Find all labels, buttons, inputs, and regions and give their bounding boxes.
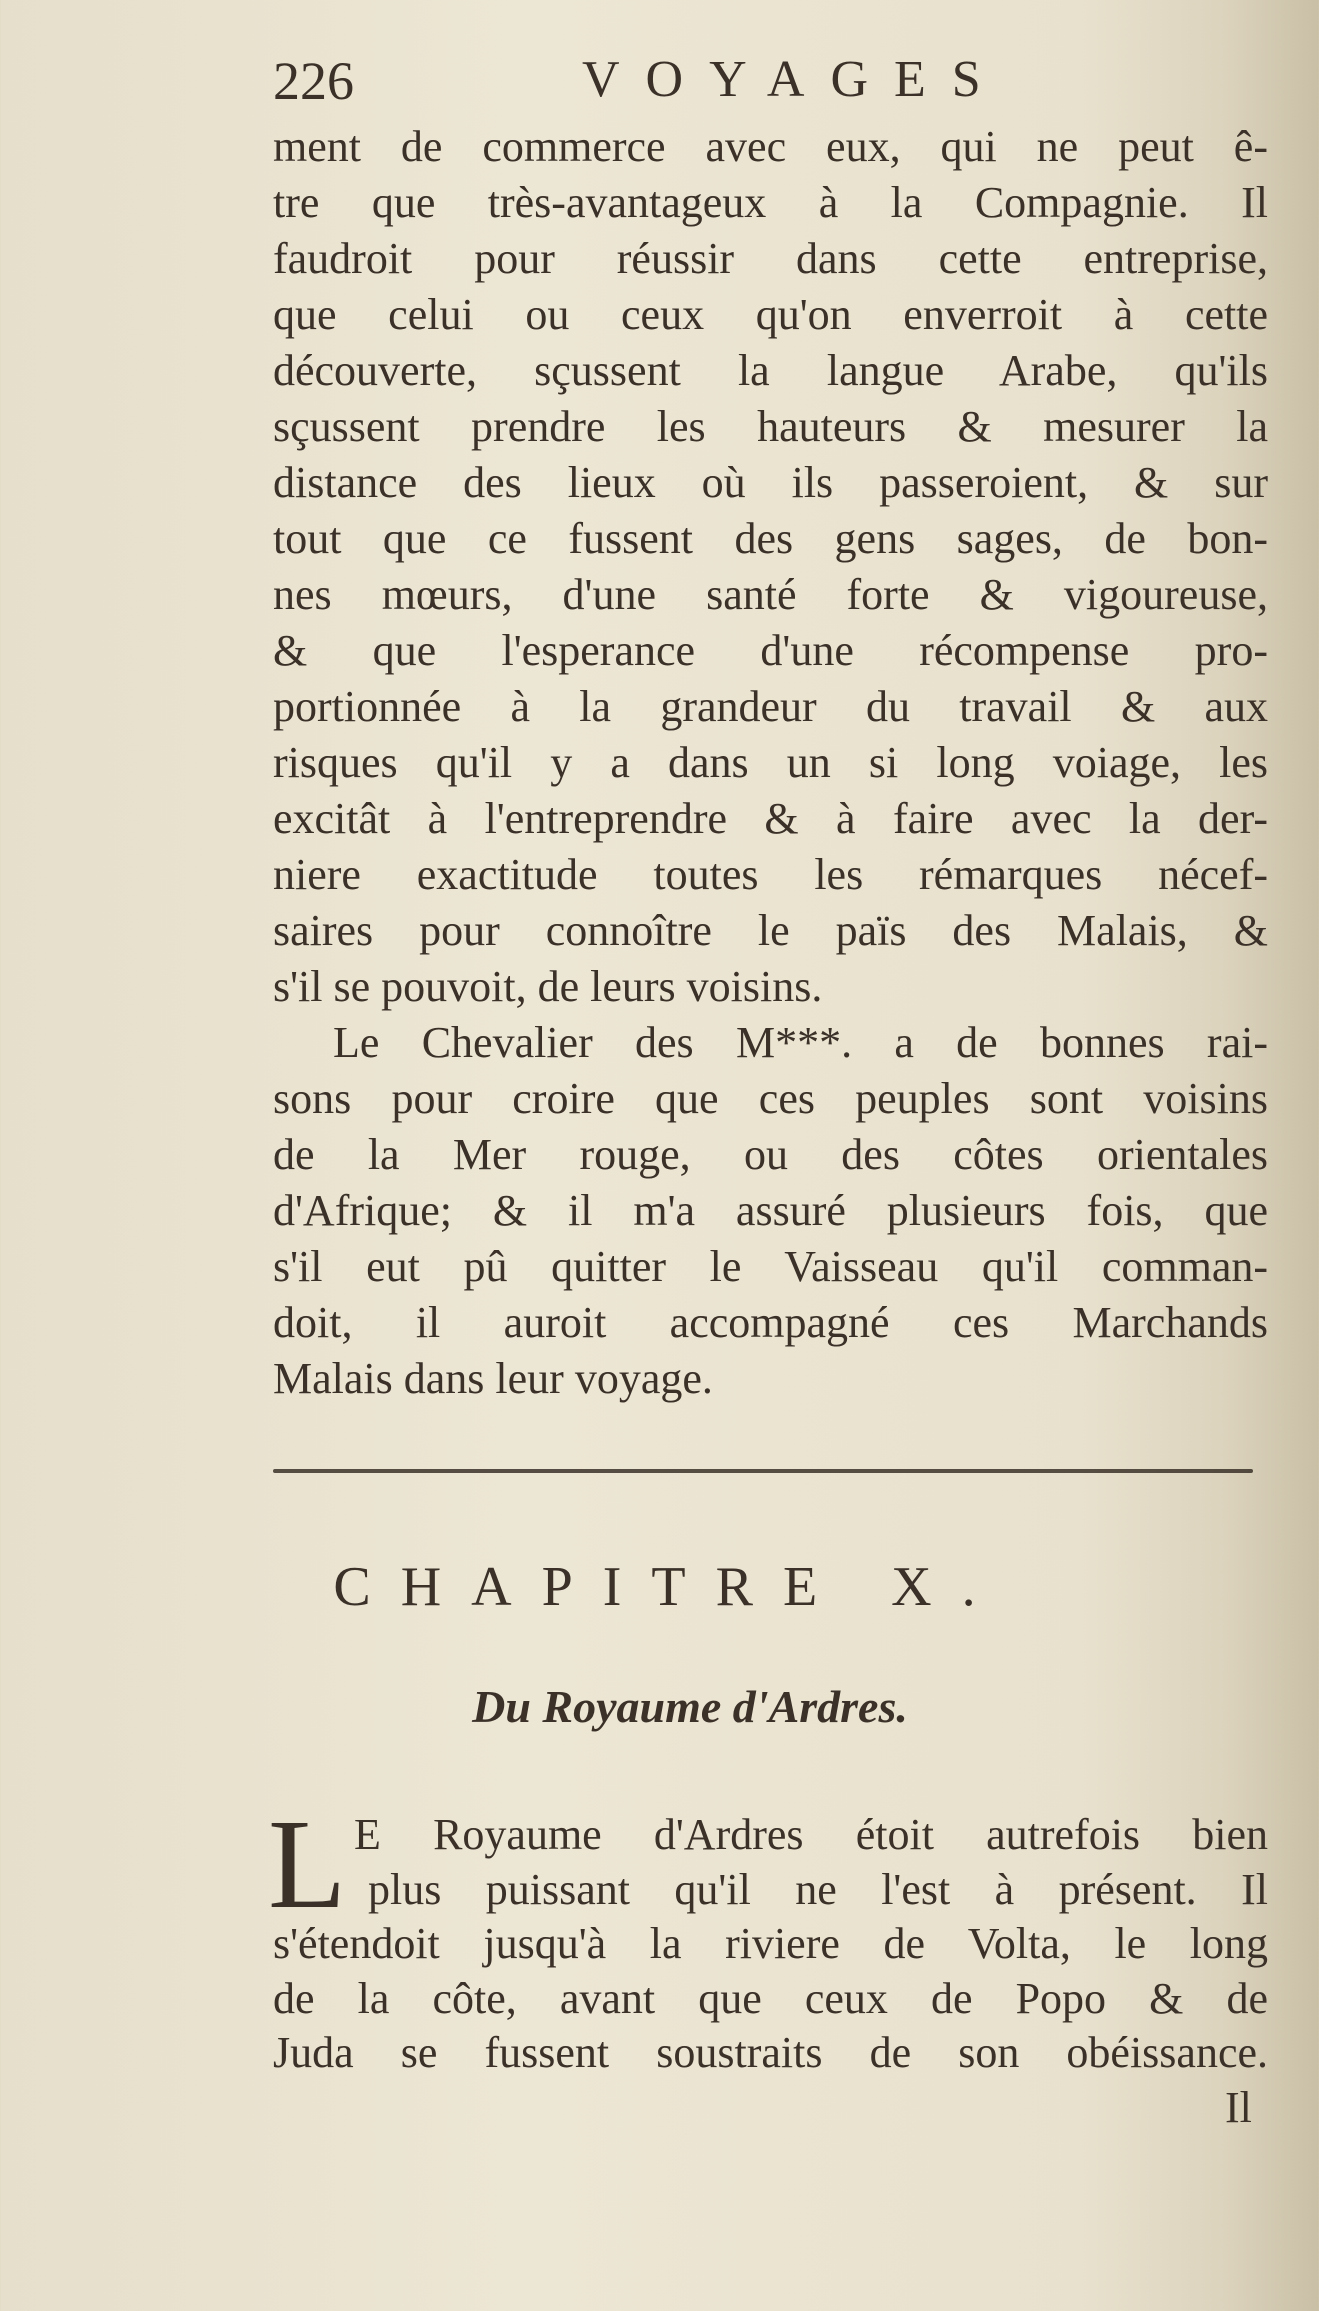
page-number: 226 — [273, 51, 354, 111]
text-line: sons pour croire que ces peuples sont voisins — [273, 1074, 1268, 1123]
text-line: E Royaume d'Ardres étoit autrefois bien — [354, 1810, 1268, 1859]
catchword: Il — [1225, 2083, 1252, 2132]
text-line: nes mœurs, d'une santé forte & vigoureuse, — [273, 570, 1268, 619]
text-line: Le Chevalier des M***. a de bonnes rai- — [333, 1018, 1268, 1067]
text-line: tre que très-avantageux à la Compagnie. Il — [273, 178, 1268, 227]
text-line: plus puissant qu'il ne l'est à présent. Il — [368, 1864, 1268, 1914]
chapter-subtitle: Du Royaume d'Ardres. — [472, 1681, 908, 1732]
text-line: découverte, sçussent la langue Arabe, qu'ils — [273, 346, 1268, 395]
text-line: excitât à l'entreprendre & à faire avec la der- — [273, 794, 1268, 843]
text-line: faudroit pour réussir dans cette entreprise, — [273, 234, 1268, 283]
text-line: & que l'esperance d'une récompense pro- — [273, 626, 1268, 675]
chapter-title: CHAPITRE X. — [333, 1556, 1006, 1618]
drop-cap: L — [268, 1793, 347, 1935]
running-title: VOYAGES — [582, 51, 1007, 108]
chapter-divider-rule — [273, 1469, 1253, 1473]
text-line: Malais dans leur voyage. — [273, 1354, 713, 1403]
text-line: portionnée à la grandeur du travail & aux — [273, 682, 1268, 731]
text-line: saires pour connoître le païs des Malais, & — [273, 906, 1268, 955]
text-line: s'étendoit jusqu'à la riviere de Volta, le long — [273, 1919, 1268, 1968]
text-line: s'il se pouvoit, de leurs voisins. — [273, 962, 823, 1011]
text-line: sçussent prendre les hauteurs & mesurer la — [273, 402, 1268, 451]
text-line: s'il eut pû quitter le Vaisseau qu'il comman- — [273, 1242, 1268, 1291]
text-line: de la côte, avant que ceux de Popo & de — [273, 1973, 1268, 2023]
text-line: doit, il auroit accompagné ces Marchands — [273, 1298, 1268, 1347]
text-line: tout que ce fussent des gens sages, de bon- — [273, 514, 1268, 563]
text-line: d'Afrique; & il m'a assuré plusieurs fois, que — [273, 1186, 1268, 1235]
text-line: ment de commerce avec eux, qui ne peut ê- — [273, 122, 1268, 171]
text-line: distance des lieux où ils passeroient, & sur — [273, 458, 1268, 507]
text-line: de la Mer rouge, ou des côtes orientales — [273, 1130, 1268, 1179]
text-line: que celui ou ceux qu'on enverroit à cette — [273, 290, 1268, 339]
text-line: risques qu'il y a dans un si long voiage, les — [273, 738, 1268, 787]
text-line: Juda se fussent soustraits de son obéissance. — [273, 2028, 1268, 2077]
text-line: niere exactitude toutes les rémarques nécef- — [273, 850, 1268, 899]
